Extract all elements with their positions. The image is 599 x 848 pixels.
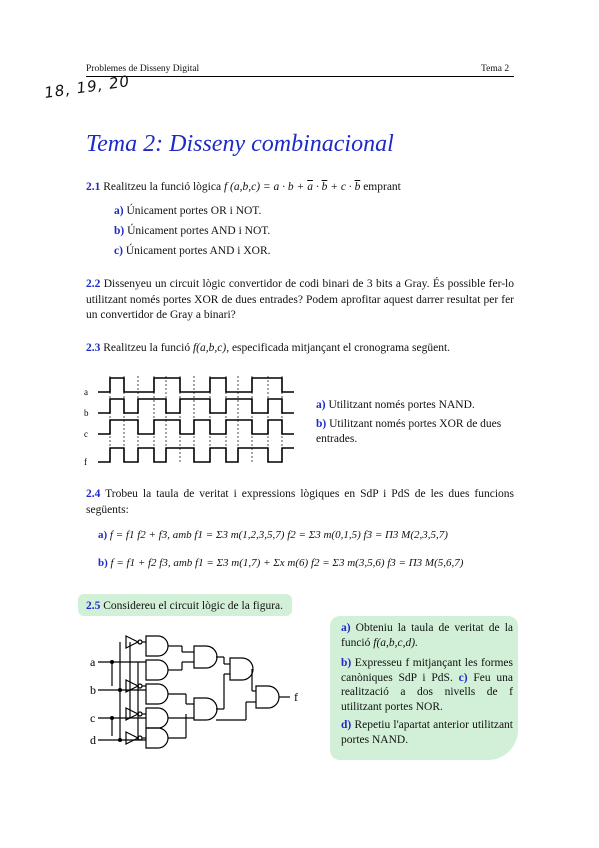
signal-label-a: a <box>84 387 88 397</box>
page-title: Tema 2: Disseny combinacional <box>86 131 394 157</box>
signal-label-f: f <box>84 457 87 467</box>
item-2-5-bc: b) Expresseu f mitjançant les formes canòniques SdP i PdS. c) Feu una realització a dos nivells de f utilitzant portes NOR. <box>341 657 514 713</box>
item-2-1-b: b) Únicament portes AND i NOT. <box>114 225 271 237</box>
header-rule <box>86 76 514 77</box>
header-left: Problemes de Disseny Digital <box>86 64 200 74</box>
input-label-a: a <box>90 655 96 669</box>
item-2-1-c: c) Únicament portes AND i XOR. <box>114 245 271 257</box>
handwritten-note: 18, 19, 20 <box>43 72 132 102</box>
signal-label-c: c <box>84 429 88 439</box>
function-formula: f $(a,b,c) = a \cdot b + \overline{a} \cdot \overline{b} + c \cdot \overline{b}$ <box>223 181 361 193</box>
item-2-3-b: b) Utilitzant només portes XOR de dues entrades. <box>316 418 502 445</box>
problem-2-4: 2.4 Trobeu la taula de veritat i expressions lògiques en SdP i PdS de les dues funcions següents: <box>86 488 514 516</box>
input-label-b: b <box>90 683 96 697</box>
header-right: Tema 2 <box>481 64 510 74</box>
problem-2-5: 2.5 Considereu el circuit lògic de la figura. <box>86 600 284 612</box>
signal-label-b: b <box>84 408 89 418</box>
logic-circuit <box>86 628 316 752</box>
problem-2-3: 2.3 Realitzeu la funció f(a,b,c), especificada mitjançant el cronograma següent. <box>86 342 451 354</box>
formula-2-4-b: b) f = f1 + f2 f3, amb f1 = Σ3 m(1,7) + Σx m(6) f2 = Σ3 m(3,5,6) f3 = Π3 M(5,6,7) <box>98 557 464 569</box>
problem-text: Realitzeu la funció lògica <box>103 181 222 193</box>
formula-2-4-a: a) f = f1 f2 + f3, amb f1 = Σ3 m(1,2,3,5,7) f2 = Σ3 m(0,1,5) f3 = Π3 M(2,3,5,7) <box>98 529 448 541</box>
item-2-5-d: d) Repetiu l'apartat anterior utilitzant portes NAND. <box>341 719 513 746</box>
problem-2-2: 2.2 Dissenyeu un circuit lògic convertidor de codi binari de 3 bits a Gray. És possible fer-lo utilitzant només portes XOR de dues entrades? Podem aprofitar aquest darrer resultat per fer un convertidor de Gray a binari? <box>86 278 514 321</box>
problem-text-2: emprant <box>363 181 401 193</box>
item-2-5-a: a) Obteniu la taula de veritat de la funció f(a,b,c,d). <box>341 622 513 649</box>
input-label-c: c <box>90 711 96 725</box>
output-label-f: f <box>294 690 298 704</box>
item-2-3-a: a) Utilitzant només portes NAND. <box>316 399 475 411</box>
timing-diagram <box>80 372 300 472</box>
problem-number: 2.1 <box>86 181 101 193</box>
problem-2-1 <box>86 180 401 196</box>
item-2-1-a: a) Únicament portes OR i NOT. <box>114 205 262 217</box>
input-label-d: d <box>90 733 96 747</box>
